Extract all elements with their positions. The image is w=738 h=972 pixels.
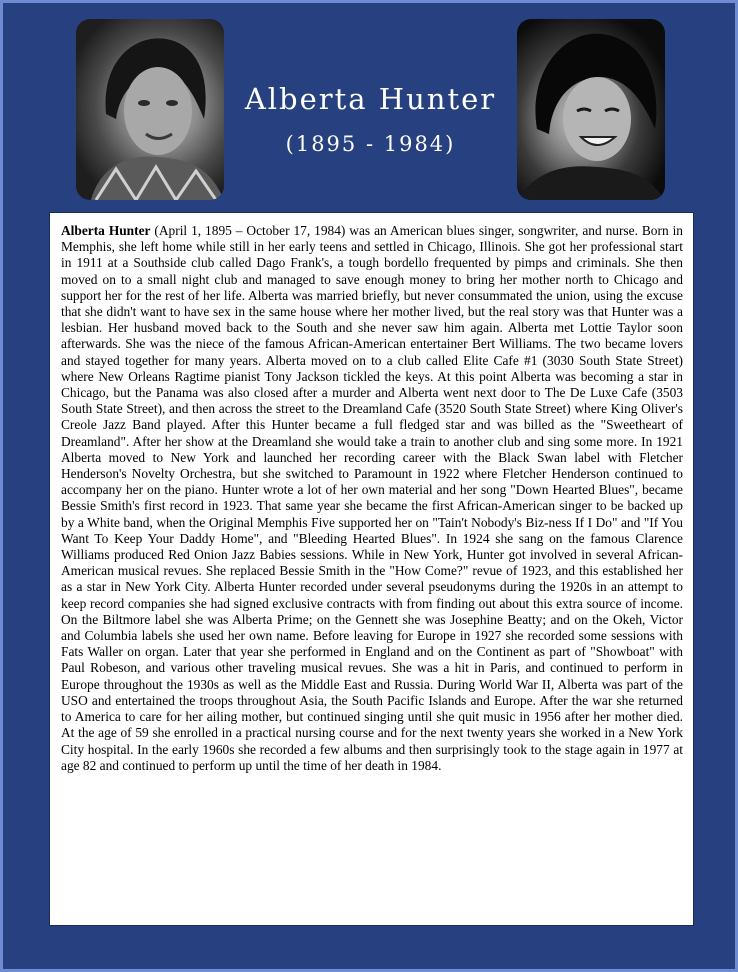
portrait-photo-right (517, 19, 665, 200)
biography-subject: Alberta Hunter (61, 223, 151, 238)
portrait-photo-icon (76, 19, 224, 200)
portrait-photo-icon (517, 19, 665, 200)
biography-card (49, 212, 694, 926)
page-title: Alberta Hunter (244, 82, 497, 116)
portrait-photo-left (76, 19, 224, 200)
biography-text (61, 223, 683, 774)
biography-body: (April 1, 1895 – October 17, 1984) was an American blues singer, songwriter, and nurse. Born in Memphis, she left home while still in her early teens and settled in Chicago, Illinois. She got her professional start in 1911 at a Southside club called Dago Frank's, a tough bordello frequented by pimps and criminals. She then moved on to a small night club and managed to save enough money to bring her mother north to Chicago and support her for the rest of her life. Alberta was married briefly, but never consummated the union, using the excuse that she didn't want to have sex in the same house where her mother lived, but the real story was that Hunter was a lesbian. Her husband moved back to the South and she never saw him again. Alberta met Lottie Taylor soon afterwards. She was the niece of the famous African-American entertainer Bert Williams. The two became lovers and stayed together for many years. Alberta moved on to a club called Elite Cafe #1 (3030 South State Street) where New Orleans Ragtime pianist Tony Jackson tickled the keys. At this point Alberta was becoming a star in Chicago, but the Panama was also closed after a murder and Alberta went next door to The De Luxe Cafe (3503 South State Street), and then across the street to the Dreamland Cafe (3520 South State Street) where King Oliver's Creole Jazz Band played. After this Hunter became a full fledged star and was billed as the "Sweetheart of Dreamland". After her show at the Dreamland she would take a train to another club and sing some more. In 1921 Alberta moved to New York and launched her recording career with the Black Swan label with Fletcher Henderson's Novelty Orchestra, but she switched to Paramount in 1922 where Fletcher Henderson continued to accompany her on the piano. Hunter wrote a lot of her own material and her song "Down Hearted Blues", became Bessie Smith's first record in 1923. That same year she became the first African-American singer to be backed up by a White band, when the Original Memphis Five supported her on "Tain't Nobody's Biz-ness If I Do" and "If You Want To Keep Your Daddy Home", and "Bleeding Hearted Blues". In 1924 she sang on the famous Clarence Williams produced Red Onion Jazz Babies sessions. While in New York, Hunter got involved in several African-American musical revues. She replaced Bessie Smith in the "How Come?" revue of 1923, and this established her as a star in New York City. Alberta Hunter recorded under several pseudonyms during the 1920s in an attempt to keep record companies she had signed exclusive contracts with from finding out about this extra source of income. On the Biltmore label she was Alberta Prime; on the Gennett she was Josephine Beatty; and on the Okeh, Victor and Columbia labels she used her own name. Before leaving for Europe in 1927 she recorded some sessions with Fats Waller on organ. Later that year she performed in England and on the Continent as part of "Showboat" with Paul Robeson, and various other traveling musical revues. She was a hit in Paris, and continued to perform in Europe throughout the 1930s as well as the Middle East and Russia. During World War II, Alberta was part of the USO and entertained the troops throughout Asia, the South Pacific Islands and Europe. After the war she returned to America to care for her ailing mother, but continued singing until she quit music in 1956 after her mother died. At the age of 59 she enrolled in a practical nursing course and for the next twenty years she worked in a New York City hospital. In the early 1960s she recorded a few albums and then surprisingly took to the stage again in 1977 at age 82 and continued to perform up until the time of her death in 1984. (61, 223, 684, 773)
life-dates: (1895 - 1984) (285, 132, 456, 156)
